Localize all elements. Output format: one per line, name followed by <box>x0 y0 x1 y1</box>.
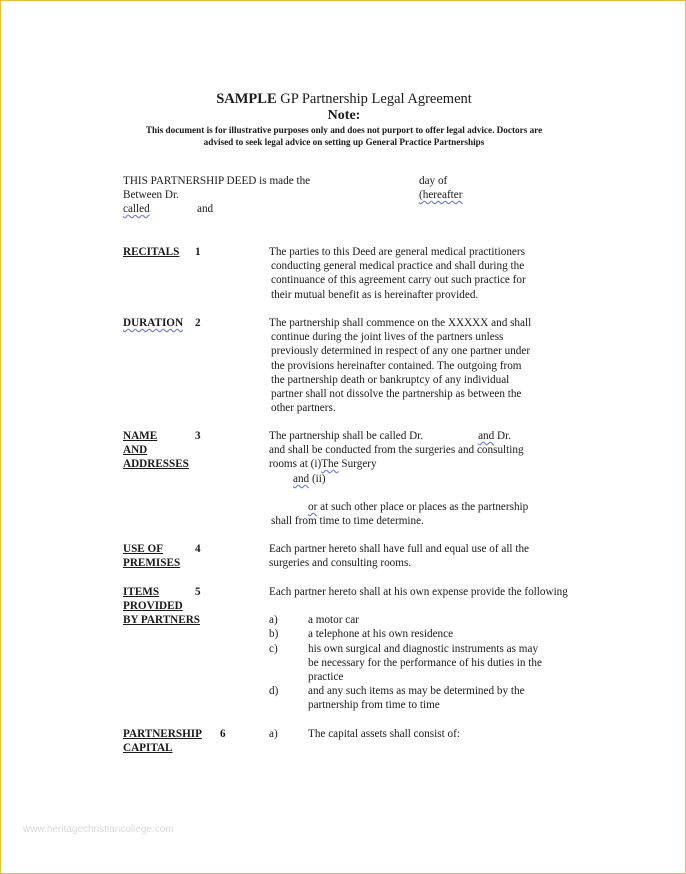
duration-line: partner shall not dissolve the partnership as between the <box>271 388 522 401</box>
use-number: 4 <box>195 543 201 555</box>
duration-heading <box>123 316 183 330</box>
name-line-4-and: and <box>293 473 310 485</box>
intro-day-of: day of <box>419 175 448 187</box>
capital-heading-1: PARTNERSHIP <box>123 728 202 740</box>
list-item-text: and any such items as may be determined by the <box>308 685 525 697</box>
name-line-3 <box>269 457 377 471</box>
use-line: surgeries and consulting rooms. <box>269 557 412 570</box>
duration-line: The partnership shall commence on the XXXXX and shall <box>269 317 532 329</box>
list-item-text: his own surgical and diagnostic instruments as may <box>308 643 539 655</box>
recitals-line: conducting general medical practice and shall during the <box>271 260 525 273</box>
name-heading-1: NAME <box>123 430 158 442</box>
name-line-3-b: Surgery <box>338 458 377 470</box>
intro-line-2: Between Dr. <box>123 189 179 201</box>
name-line-5-or: or <box>308 501 318 513</box>
list-item-label: c) <box>269 643 278 655</box>
name-line-1-b: Dr. <box>494 430 512 442</box>
duration-line: continue during the joint lives of the partners unless <box>271 331 504 344</box>
watermark: www.heritagechristiancollege.com <box>23 824 174 835</box>
name-line-1-a: The partnership shall be called Dr. <box>269 430 424 442</box>
note-heading: Note: <box>327 108 361 123</box>
items-heading-2: PROVIDED <box>123 600 183 612</box>
duration-line: previously determined in respect of any one partner under <box>271 345 531 358</box>
document-title <box>1 91 686 108</box>
duration-line: the provisions hereinafter contained. The outgoing from <box>271 359 522 372</box>
name-line-4 <box>293 472 326 486</box>
disclaimer-line-1: This document is for illustrative purposes only and does not purport to offer legal advice. Doctors are <box>145 125 543 135</box>
items-intro: Each partner hereto shall at his own expense provide the following <box>269 586 568 598</box>
use-heading-2: PREMISES <box>123 557 181 569</box>
disclaimer-line-2: advised to seek legal advice on setting up General Practice Partnerships <box>203 137 485 147</box>
duration-line: the partnership death or bankruptcy of any individual <box>271 373 510 386</box>
list-item-text: be necessary for the performance of his duties in the <box>308 657 542 669</box>
duration-text <box>269 316 569 415</box>
items-heading-3: BY PARTNERS <box>123 614 200 626</box>
recitals-line: The parties to this Deed are general medical practitioners <box>269 246 525 258</box>
list-item <box>269 684 579 712</box>
list-item-text: practice <box>308 671 344 683</box>
recitals-text <box>269 245 569 302</box>
list-item <box>269 642 579 684</box>
use-text <box>269 542 569 570</box>
title-bold: SAMPLE <box>216 91 277 107</box>
name-line-2: and shall be conducted from the surgeries and consulting <box>269 444 524 456</box>
list-item-label: d) <box>269 685 279 697</box>
list-item <box>269 613 579 627</box>
name-line-3-a: rooms at (i) <box>269 458 322 470</box>
list-item-label: a) <box>269 728 278 740</box>
intro-hereafter: (hereafter <box>419 189 463 201</box>
name-line-1 <box>269 429 511 443</box>
recitals-line: their mutual benefit as is hereinafter provided. <box>271 288 479 301</box>
use-line: Each partner hereto shall have full and equal use of all the <box>269 543 530 555</box>
use-heading-1: USE OF <box>123 543 164 555</box>
name-line-4-b: (ii) <box>309 473 326 485</box>
list-item <box>269 727 579 741</box>
intro-line-1: THIS PARTNERSHIP DEED is made the <box>123 175 311 187</box>
intro-called: called <box>123 203 150 215</box>
name-heading-3: ADDRESSES <box>123 458 189 470</box>
items-number: 5 <box>195 586 201 598</box>
list-item-text: a telephone at his own residence <box>308 628 454 640</box>
capital-number: 6 <box>220 728 226 740</box>
name-line-5-b: at such other place or places as the partnership <box>317 501 529 513</box>
name-line-5 <box>308 500 528 514</box>
name-line-6: shall from time to time determine. <box>271 515 424 527</box>
name-line-3-the: The <box>321 458 339 470</box>
list-item-text: partnership from time to time <box>308 699 440 711</box>
duration-heading-text: DURATION <box>123 317 184 329</box>
recitals-line: continuance of this agreement carry out such practice for <box>271 274 526 287</box>
duration-line: other partners. <box>271 402 336 415</box>
name-line-1-and: and <box>478 430 495 442</box>
recitals-heading: RECITALS <box>123 246 180 258</box>
items-heading-1: ITEMS <box>123 586 160 598</box>
title-rest: GP Partnership Legal Agreement <box>276 91 472 107</box>
duration-number: 2 <box>195 317 201 329</box>
name-number: 3 <box>195 430 201 442</box>
recitals-number: 1 <box>195 246 201 258</box>
list-item <box>269 627 579 641</box>
list-item-label: a) <box>269 614 278 626</box>
name-heading-2: AND <box>123 444 148 456</box>
capital-heading-2: CAPITAL <box>123 742 173 754</box>
intro-and: and <box>197 203 214 215</box>
list-item-text: The capital assets shall consist of: <box>308 728 460 740</box>
list-item-text: a motor car <box>308 614 359 626</box>
list-item-label: b) <box>269 628 279 640</box>
